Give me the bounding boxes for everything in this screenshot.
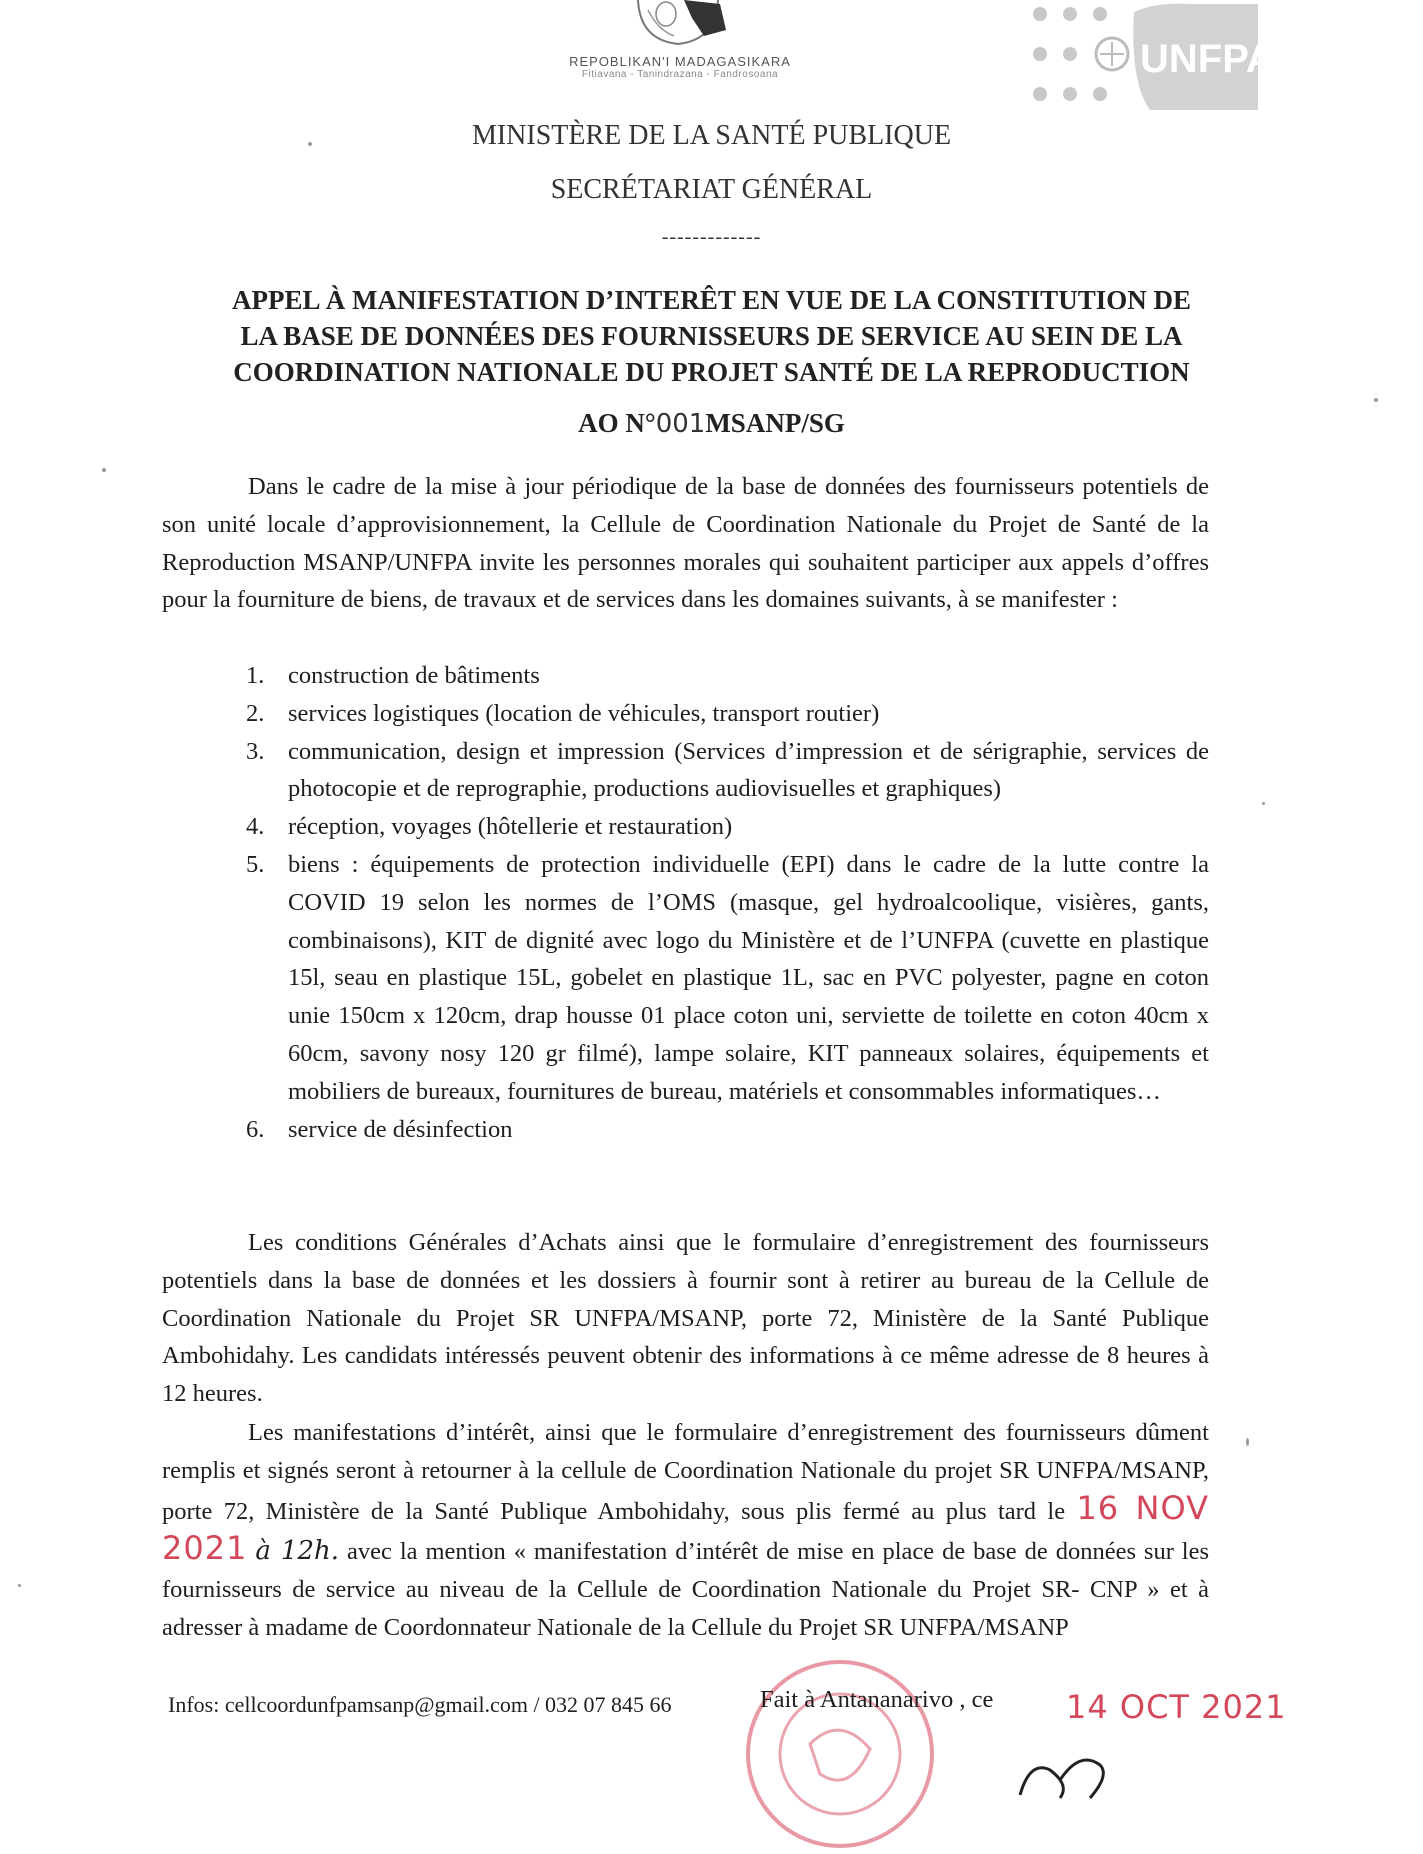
scan-speck — [18, 1584, 21, 1587]
handwritten-deadline-time: à 12h. — [255, 1536, 340, 1567]
country-motto: Fitiavana - Tanindrazana - Fandrosoana — [581, 69, 779, 80]
deadline-date-stamp: 16 NOV 2021 — [162, 1488, 1210, 1568]
issue-date-stamp: 14 OCT 2021 — [1066, 1688, 1287, 1726]
official-seal-stamp — [740, 1654, 940, 1854]
contact-info: Infos: cellcoordunfpamsanp@gmail.com / 032 07 845 66 — [168, 1692, 672, 1717]
scan-speck — [308, 142, 312, 146]
scan-speck — [1246, 1438, 1249, 1446]
submission-paragraph: Les manifestations d’intérêt, ainsi que le formulaire d’enregistrement des fournisseurs dûment remplis et signés seront à retourner à la cellule de Coordination Nationale du projet SR UNFPA/MSANP, porte 72, Ministère de la Santé Publique Ambohidahy, sous plis fermé au plus tard le 16 NOV 2021 à 12h. avec la mention « manifestation d’intérêt de mise en place de base de données sur les fournisseurs de service au niveau de la Cellule de Coordination Nationale du Projet SR- CNP » et à adresser à madame de Coordonnateur Nationale de la Cellule du Projet SR UNFPA/MSANP — [162, 1419, 1210, 1641]
madagascar-emblem — [608, 0, 748, 48]
tender-reference: AO N°001MSANP/SG — [578, 408, 845, 439]
conditions-paragraph: Les conditions Générales d’Achats ainsi que le formulaire d’enregistrement des fournisseurs potentiels dans la base de données et les dossiers à fournir sont à retirer au bureau de la Cellule de Coordination Nationale du Projet SR UNFPA/MSANP, porte 72, Ministère de la Santé Publique Ambohidahy. Les candidats intéressés peuvent obtenir des informations à ce même adresse de 8 heures à 12 heures. — [162, 1229, 1209, 1408]
scan-speck — [1374, 398, 1378, 402]
list-item: 5. biens : équipements de protection individuelle (EPI) dans le cadre de la lutte contre la COVID 19 selon les normes de l’OMS (masque, gel hydroalcoolique, visières, gants, combinaisons), KIT de dignité avec logo du Ministère et de l’UNFPA (cuvette en plastique 15l, seau en plastique 15L, gobelet en plastique 1L, sac en PVC polyester, pagne en coton unie 150cm x 120cm, drap housse 01 place coton uni, serviette de toilette en coton 40cm x 60cm, savony nosy 120 gr filmé), lampe solaire, KIT panneaux solaires, équipements et mobiliers de bureaux, fournitures de bureau, matériels et consommables informatiques… — [246, 850, 1209, 1105]
title-line: COORDINATION NATIONALE DU PROJET SANTÉ DE LA REPRODUCTION — [233, 357, 1190, 387]
unfpa-logo — [1030, 2, 1275, 112]
unfpa-logo-text: UNFPA — [1140, 37, 1275, 81]
signature — [1000, 1740, 1200, 1800]
list-item: 6. service de désinfection — [246, 1115, 513, 1143]
list-item: 3. communication, design et impression (Services d’impression et de sérigraphie, services de photocopie et de reprographie, productions audiovisuelles et graphiques) — [246, 737, 1209, 803]
list-item: 1. construction de bâtiments — [246, 662, 540, 689]
title-line: LA BASE DE DONNÉES DES FOURNISSEURS DE SERVICE AU SEIN DE LA — [240, 321, 1183, 351]
list-item: 4. réception, voyages (hôtellerie et restauration) — [246, 813, 733, 841]
document-title — [150, 282, 1273, 390]
intro-paragraph: Dans le cadre de la mise à jour périodique de la base de données des fournisseurs potentiels de son unité locale d’approvisionnement, la Cellule de Coordination Nationale du Projet de Santé de la Reproduction MSANP/UNFPA invite les personnes morales qui souhaitent participer aux appels d’offres pour la fourniture de biens, de travaux et de services dans les domaines suivants, à se manifester : — [162, 473, 1209, 614]
place-of-issue: Fait à Antananarivo , ce — [760, 1686, 994, 1713]
handwritten-tender-number: 001 — [655, 409, 706, 439]
scan-speck — [102, 468, 106, 472]
header-separator: ------------- — [661, 226, 762, 248]
secretariat-name: SECRÉTARIAT GÉNÉRAL — [550, 174, 873, 205]
country-name: REPOBLIKAN'I MADAGASIKARA — [569, 54, 791, 69]
scan-speck — [1262, 802, 1265, 805]
list-item: 2. services logistiques (location de véhicules, transport routier) — [246, 699, 880, 727]
ministry-name: MINISTÈRE DE LA SANTÉ PUBLIQUE — [471, 120, 952, 151]
domains-list — [162, 657, 1209, 1148]
title-line: APPEL À MANIFESTATION D’INTERÊT EN VUE DE LA CONSTITUTION DE — [232, 285, 1191, 315]
